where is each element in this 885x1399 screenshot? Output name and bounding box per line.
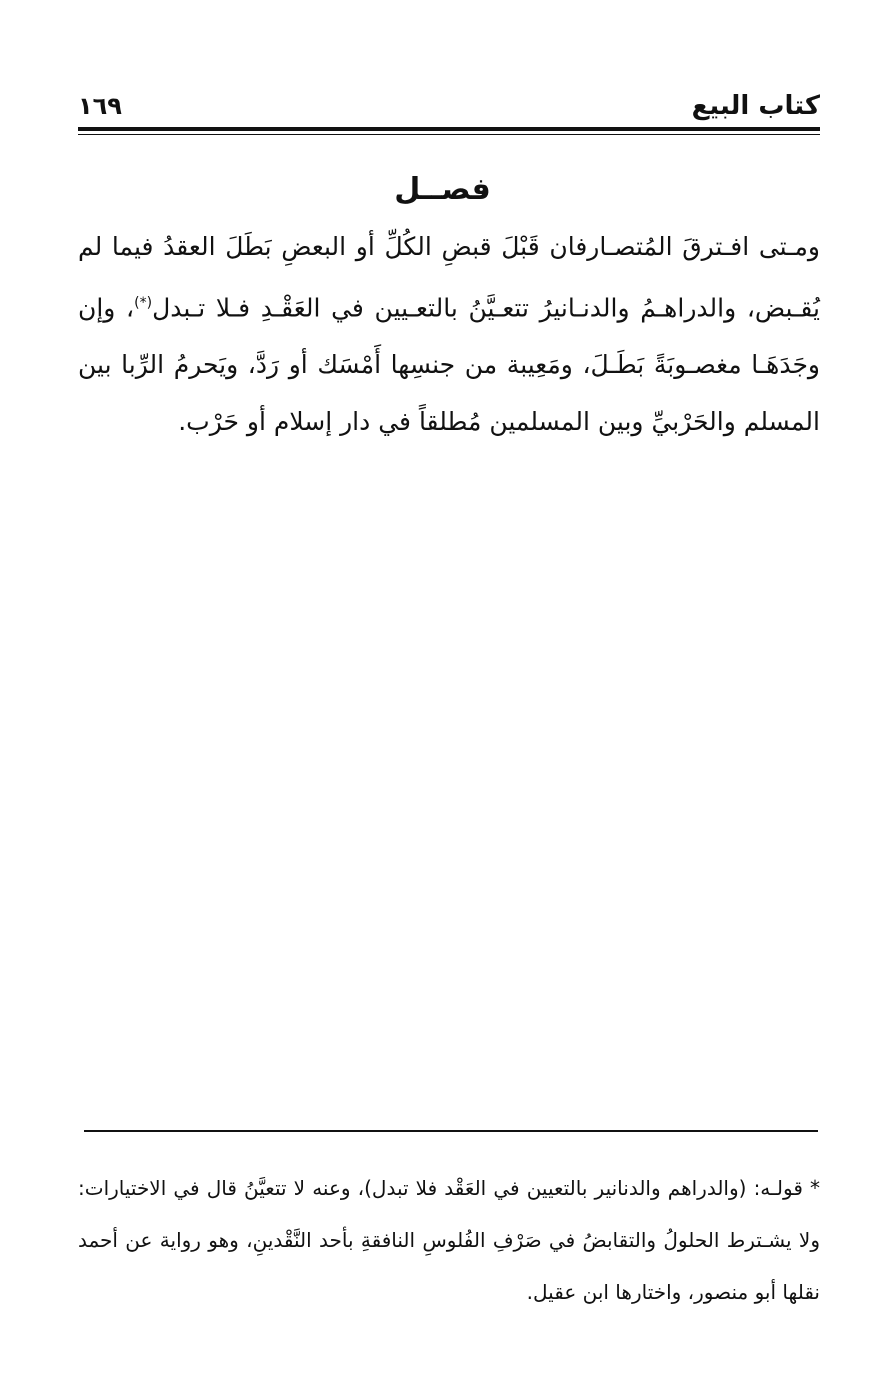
section-title: فصــل <box>394 172 491 207</box>
main-text <box>78 218 820 450</box>
page-header <box>78 88 820 124</box>
header-rule-thin <box>78 134 820 135</box>
footnote-rule <box>84 1130 818 1132</box>
main-text-part-2: ، وإن وجَدَهَـا مغصـوبَةً بَطَـلَ، ومَعِيبة من جنسِها أَمْسَك أو رَدَّ، ويَحرمُ الرِّبا بين المسلم والحَرْبيِّ وبين المسلمين مُطلقاً في دار إسلام أو حَرْب. <box>78 293 820 437</box>
footnote-reference: (*) <box>134 295 153 311</box>
running-title: كتاب البيع <box>691 91 820 121</box>
main-text-part-1: ومـتى افـترقَ المُتصـارفان قَبْلَ قبضِ الكُلِّ أو البعضِ بَطَلَ العقدُ فيما لم يُقـبض، والدراهـمُ والدنـانيرُ تتعـيَّنُ بالتعـيين في العَقْـدِ فـلا تـبدل <box>78 232 820 323</box>
page-number: ١٦٩ <box>78 92 122 120</box>
footnote: * قولـه: (والدراهم والدنانير بالتعيين في العَقْد فلا تبدل)، وعنه لا تتعيَّنُ قال في الاختيارات: ولا يشـترط الحلولُ والتقابضُ في صَرْفِ الفُلوسِ النافقةِ بأحد النَّقْدينِ، وهو رواية عن أحمد نقلها أبو منصور، واختارها ابن عقيل. <box>78 1176 820 1304</box>
header-rule <box>78 127 820 131</box>
